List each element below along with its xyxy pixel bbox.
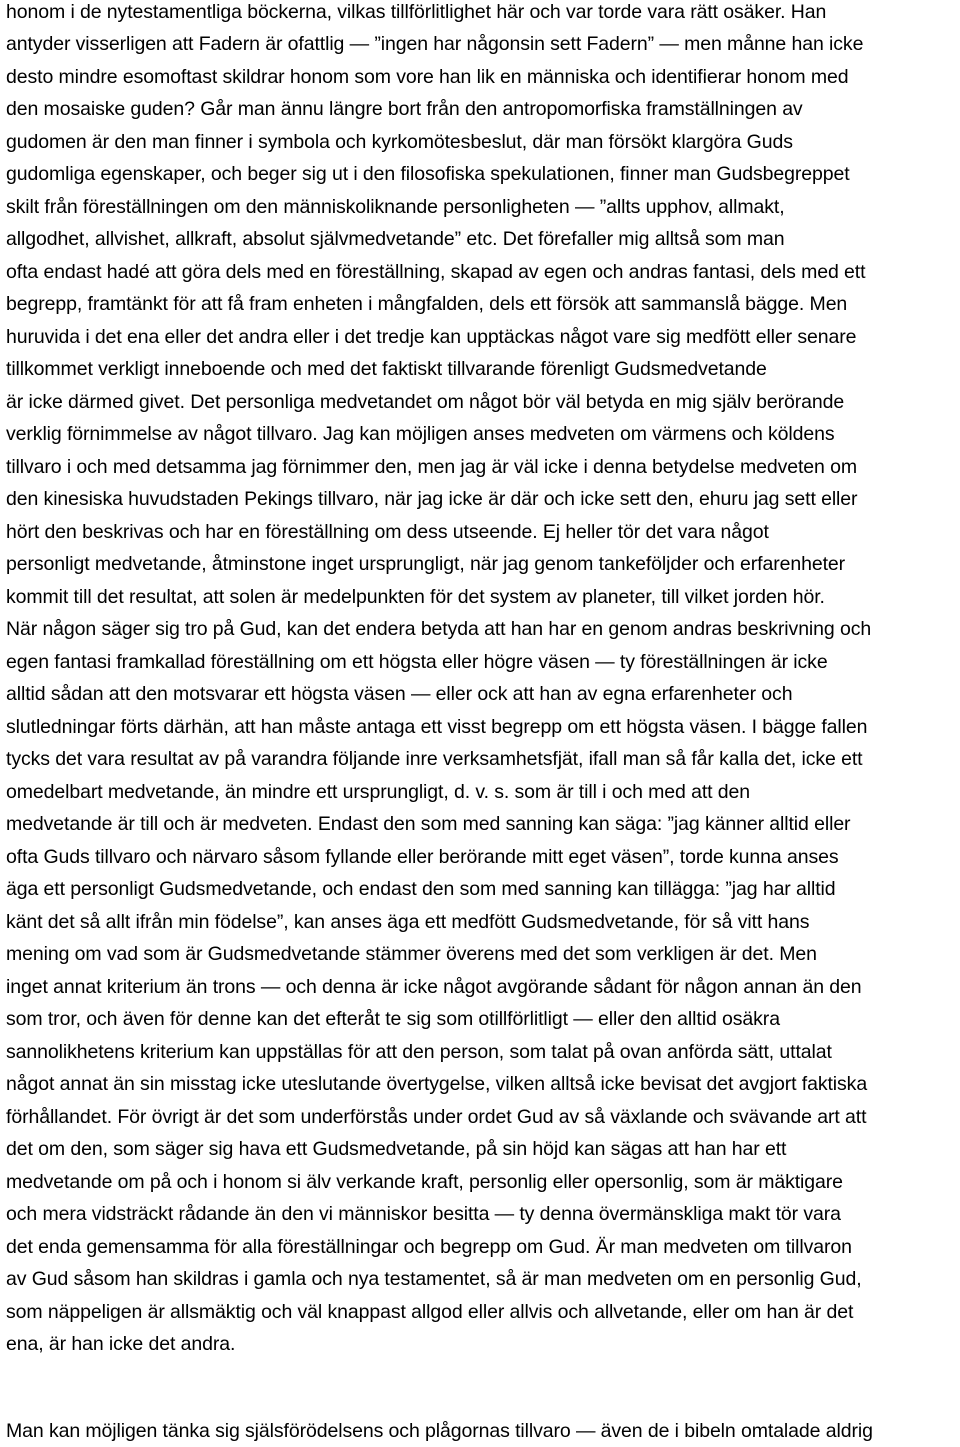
text-line: inget annat kriterium än trons — och denna är icke något avgörande sådant för någon annan än den bbox=[6, 976, 862, 998]
text-line: medvetande är till och är medveten. Endast den som med sanning kan säga: ”jag känner alltid eller bbox=[6, 813, 851, 835]
text-line: det om den, som säger sig hava ett Gudsmedvetande, på sin höjd kan sägas att han har ett bbox=[6, 1138, 787, 1160]
text-line: tycks det vara resultat av på varandra följande inre verksamhetsfjät, ifall man så får kalla det, icke ett bbox=[6, 748, 863, 770]
text-line: tillvaro i och med detsamma jag förnimmer den, men jag är väl icke i denna betydelse medveten om bbox=[6, 456, 857, 478]
text-line: som näppeligen är allsmäktig och väl knappast allgod eller allvis och allvetande, eller om han är det bbox=[6, 1301, 854, 1323]
text-line: begrepp, framtänkt för att få fram enheten i mångfalden, dels ett försök att sammanslå bägge. Men bbox=[6, 293, 848, 315]
text-line: den mosaiske guden? Går man ännu längre bort från den antropomorfiska framställningen av bbox=[6, 98, 803, 120]
text-line: av Gud såsom han skildras i gamla och nya testamentet, så är man medveten om en personlig Gud, bbox=[6, 1268, 862, 1290]
text-line: desto mindre esomoftast skildrar honom som vore han lik en människa och identifierar honom med bbox=[6, 66, 849, 88]
text-line: verklig förnimmelse av något tillvaro. Jag kan möjligen anses medveten om värmens och köldens bbox=[6, 423, 835, 445]
text-line: huruvida i det ena eller det andra eller i det tredje kan upptäckas något vare sig medfött eller senare bbox=[6, 326, 857, 348]
text-line: Man kan möjligen tänka sig själsförödelsens och plågornas tillvaro — även de i bibeln omtalade aldrig bbox=[6, 1420, 873, 1442]
text-line: förhållandet. För övrigt är det som underförstås under ordet Gud av så växlande och svävande art att bbox=[6, 1106, 867, 1128]
text-line: den kinesiska huvudstaden Pekings tillvaro, när jag icke är där och icke sett den, ehuru jag sett eller bbox=[6, 488, 858, 510]
text-line: hört den beskrivas och har en föreställning om dess utseende. Ej heller tör det vara något bbox=[6, 521, 769, 543]
text-line: omedelbart medvetande, än mindre ett ursprungligt, d. v. s. som är till i och med att den bbox=[6, 781, 751, 803]
text-line: ofta Guds tillvaro och närvaro såsom fyllande eller berörande mitt eget väsen”, torde kunna anses bbox=[6, 846, 839, 868]
text-line: gudomliga egenskaper, och beger sig ut i den filosofiska spekulationen, finner man Gudsbegreppet bbox=[6, 163, 850, 185]
text-line: är icke därmed givet. Det personliga medvetandet om något bör väl betyda en mig själv berörande bbox=[6, 391, 845, 413]
text-line: honom i de nytestamentliga böckerna, vilkas tillförlitlighet här och var torde vara rätt osäker. Han bbox=[6, 1, 827, 23]
text-line: det enda gemensamma för alla föreställningar och begrepp om Gud. Är man medveten om tillvaron bbox=[6, 1236, 852, 1258]
text-line: äga ett personligt Gudsmedvetande, och endast den som med sanning kan tillägga: ”jag har alltid bbox=[6, 878, 836, 900]
text-line: personligt medvetande, åtminstone inget ursprungligt, när jag genom tankeföljder och erfarenheter bbox=[6, 553, 846, 575]
text-line: allgodhet, allvishet, allkraft, absolut självmedvetande” etc. Det förefaller mig alltså som man bbox=[6, 228, 785, 250]
text-line: medvetande om på och i honom si älv verkande kraft, personlig eller opersonlig, som är mäktigare bbox=[6, 1171, 843, 1193]
text-line: sannolikhetens kriterium kan uppställas för att den person, som talat på ovan anförda sätt, uttalat bbox=[6, 1041, 832, 1063]
text-line: När någon säger sig tro på Gud, kan det endera betyda att han har en genom andras beskrivning och bbox=[6, 618, 872, 640]
text-line: känt det så allt ifrån min födelse”, kan anses äga ett medfött Gudsmedvetande, för så vitt hans bbox=[6, 911, 810, 933]
text-line: något annat än sin misstag icke uteslutande övertygelse, vilken alltså icke bevisat det avgjort faktiska bbox=[6, 1073, 868, 1095]
text-line: slutledningar förts därhän, att han måste antaga ett visst begrepp om ett högsta väsen. I bägge fallen bbox=[6, 716, 868, 738]
text-line: som tror, och även för denne kan det efteråt te sig som otillförlitligt — eller den alltid osäkra bbox=[6, 1008, 780, 1030]
text-line: ofta endast hadé att göra dels med en föreställning, skapad av egen och andras fantasi, dels med ett bbox=[6, 261, 866, 283]
text-line: mening om vad som är Gudsmedvetande stämmer överens med det som verkligen är det. Men bbox=[6, 943, 817, 965]
text-line: egen fantasi framkallad föreställning om ett högsta eller högre väsen — ty föreställningen är icke bbox=[6, 651, 828, 673]
text-line: gudomen är den man finner i symbola och kyrkomötesbeslut, där man försökt klargöra Guds bbox=[6, 131, 793, 153]
text-line: antyder visserligen att Fadern är ofattlig — ”ingen har någonsin sett Fadern” — men månne han icke bbox=[6, 33, 864, 55]
text-line: ena, är han icke det andra. bbox=[6, 1333, 236, 1355]
text-line: kommit till det resultat, att solen är medelpunkten för det system av planeter, till vilket jorden hör. bbox=[6, 586, 825, 608]
text-line: och mera vidsträckt rådande än den vi människor besitta — ty denna övermänskliga makt tör vara bbox=[6, 1203, 841, 1225]
text-line: alltid sådan att den motsvarar ett högsta väsen — eller ock att han av egna erfarenheter och bbox=[6, 683, 793, 705]
text-line: skilt från föreställningen om den människoliknande personligheten — ”allts upphov, allmakt, bbox=[6, 196, 785, 218]
text-line: tillkommet verkligt inneboende och med det faktiskt tillvarande förenligt Gudsmedvetande bbox=[6, 358, 767, 380]
